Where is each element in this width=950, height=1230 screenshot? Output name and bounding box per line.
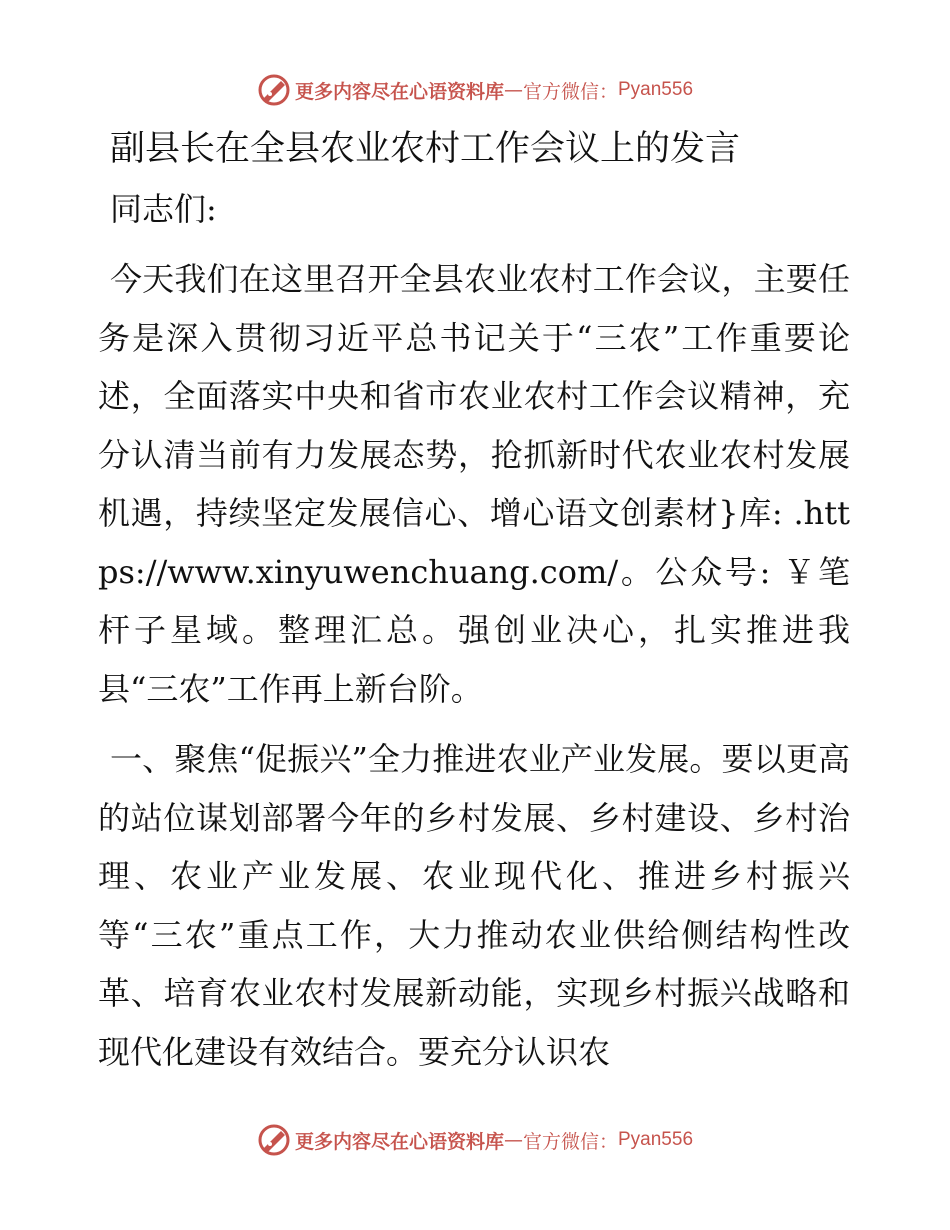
page-title: 副县长在全县农业农村工作会议上的发言 bbox=[110, 129, 741, 169]
banner-main-text: 更多内容尽在心语资料库 bbox=[294, 80, 504, 103]
banner-sub-text: 官方微信： bbox=[522, 1130, 618, 1153]
banner-separator: — bbox=[503, 79, 523, 101]
pen-logo-icon bbox=[257, 73, 291, 107]
header-watermark-banner bbox=[0, 70, 950, 110]
paragraph-1: 今天我们在这里召开全县农业农村工作会议，主要任务是深入贯彻习近平总书记关于“三农”工作重要论述，全面落实中央和省市农业农村工作会议精神，充分认清当前有力发展态势，抢抓新时代农业农村发展机遇，持续坚定发展信心、增心语文创素材}库: .https://www.xinyuwenchuang.com/。公众号: ￥笔杆子星域。整理汇总。强创业决心，扎实推进我县“三农”工作再上新台阶。 bbox=[98, 260, 850, 708]
pen-logo-icon bbox=[257, 1123, 291, 1157]
document-body bbox=[98, 120, 850, 1081]
greeting: 同志们: bbox=[110, 190, 217, 228]
banner-wechat-id: Pyan556 bbox=[618, 79, 694, 100]
paragraph-2: 一、聚焦“促振兴”全力推进农业产业发展。要以更高的站位谋划部署今年的乡村发展、乡村建设、乡村治理、农业产业发展、农业现代化、推进乡村振兴等“三农”重点工作，大力推动农业供给侧结构性改革、培育农业农村发展新动能，实现乡村振兴战略和现代化建设有效结合。要充分认识农 bbox=[98, 740, 850, 1071]
banner-separator: — bbox=[503, 1129, 523, 1151]
footer-watermark-banner bbox=[0, 1120, 950, 1160]
banner-sub-text: 官方微信： bbox=[522, 80, 618, 103]
banner-main-text: 更多内容尽在心语资料库 bbox=[294, 1130, 504, 1153]
banner-wechat-id: Pyan556 bbox=[618, 1129, 694, 1150]
